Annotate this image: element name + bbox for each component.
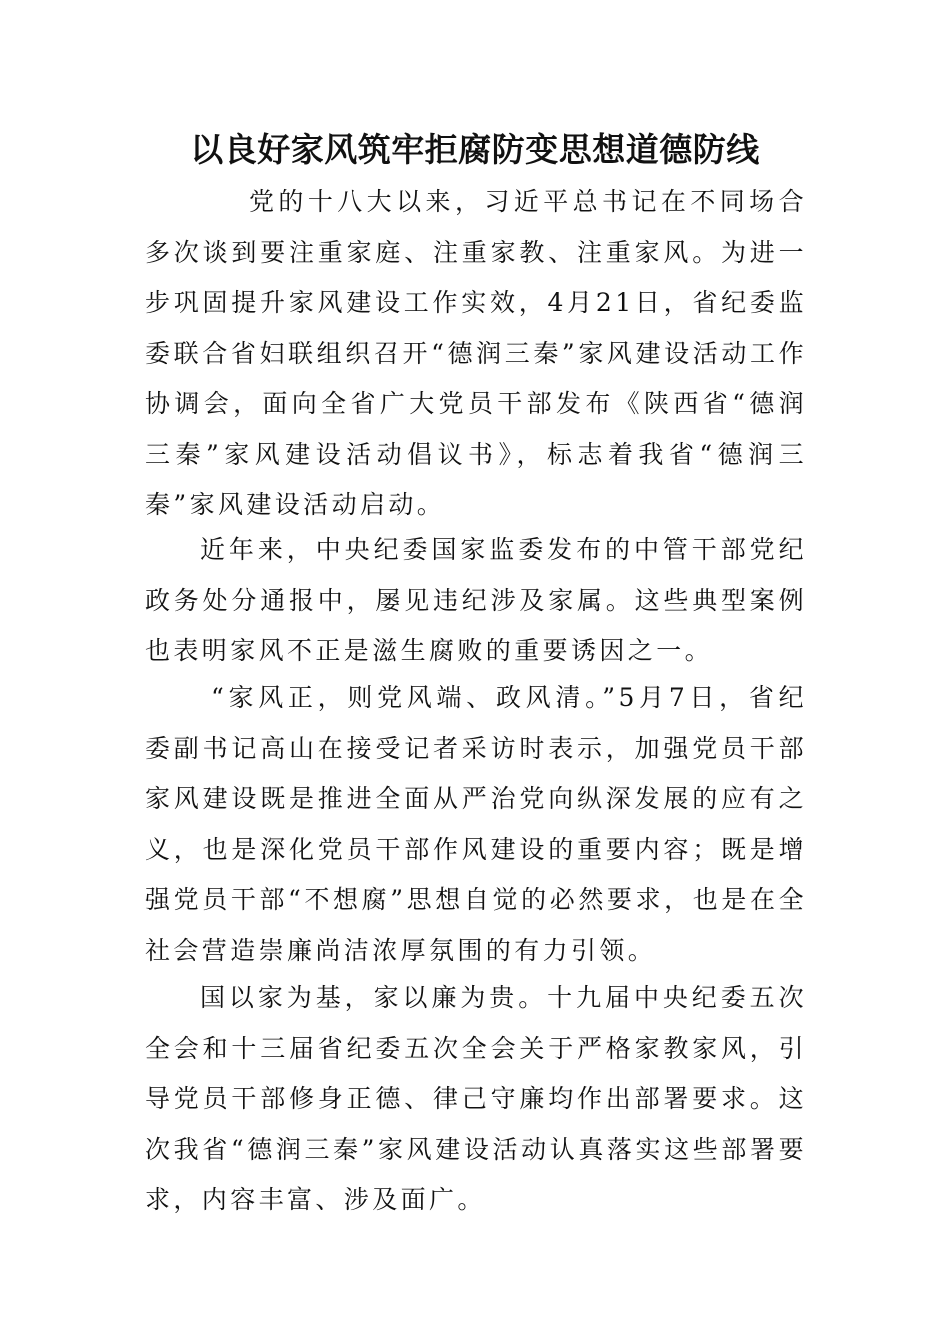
paragraph-1: 党的十八大以来，习近平总书记在不同场合多次谈到要注重家庭、注重家教、注重家风。为进一步巩固提升家风建设工作实效，4月21日，省纪委监委联合省妇联组织召开“德润三秦”家风建设活动工作协调会，面向全省广大党员干部发布《陕西省“德润三秦”家风建设活动倡议书》，标志着我省“德润三秦”家风建设活动启动。 <box>145 187 807 519</box>
document-title: 以良好家风筑牢拒腐防变思想道德防线 <box>190 130 760 169</box>
paragraph-2: 近年来，中央纪委国家监委发布的中管干部党纪政务处分通报中，屡见违纪涉及家属。这些典型案例也表明家风不正是滋生腐败的重要诱因之一。 <box>145 535 807 665</box>
paragraph-4: 国以家为基，家以廉为贵。十九届中央纪委五次全会和十三届省纪委五次全会关于严格家教家风，引导党员干部修身正德、律己守廉均作出部署要求。这次我省“德润三秦”家风建设活动认真落实这些部署要求，内容丰富、涉及面广。 <box>145 983 807 1214</box>
paragraph-3: “家风正，则党风端、政风清。”5月7日，省纪委副书记高山在接受记者采访时表示，加强党员干部家风建设既是推进全面从严治党向纵深发展的应有之义，也是深化党员干部作风建设的重要内容；既是增强党员干部“不想腐”思想自觉的必然要求，也是在全社会营造崇廉尚洁浓厚氛围的有力引领。 <box>145 683 807 965</box>
